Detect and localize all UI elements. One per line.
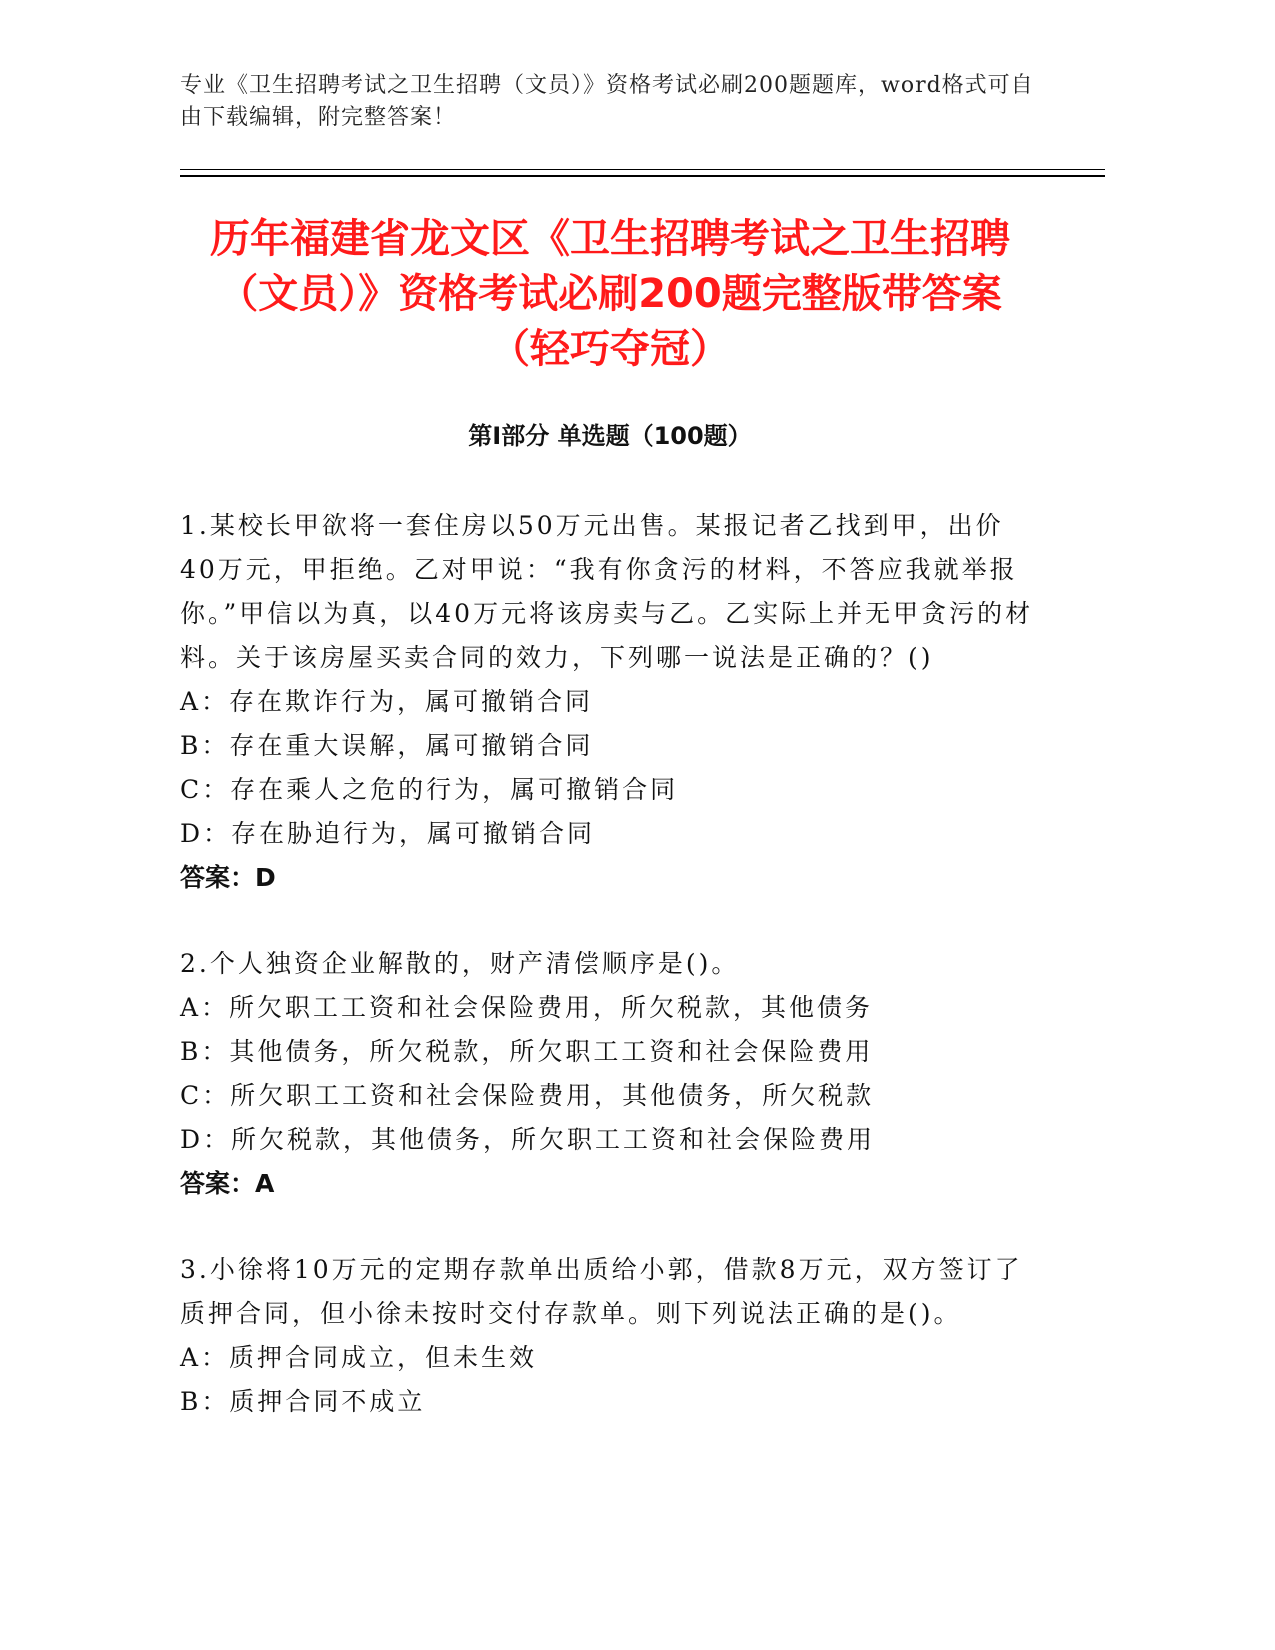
option-d: D：存在胁迫行为，属可撤销合同 [180,819,596,848]
answer-label: 答案：A [180,1169,275,1198]
option-a: A：质押合同成立，但未生效 [180,1343,538,1372]
question-list [180,504,1040,1466]
question-text: 2.个人独资企业解散的，财产清偿顺序是()。 [180,949,740,978]
question-1 [180,504,1040,900]
option-d: D：所欠税款，其他债务，所欠职工工资和社会保险费用 [180,1125,876,1154]
document-title: 历年福建省龙文区《卫生招聘考试之卫生招聘（文员）》资格考试必刷200题完整版带答案（轻巧夺冠） [210,216,1010,372]
question-2 [180,942,1040,1206]
header-note: 专业《卫生招聘考试之卫生招聘（文员）》资格考试必刷200题题库，word格式可自由下载编辑，附完整答案！ [180,73,1034,130]
question-text: 3.小徐将10万元的定期存款单出质给小郭，借款8万元，双方签订了质押合同，但小徐未按时交付存款单。则下列说法正确的是()。 [180,1255,1023,1328]
option-a: A：所欠职工工资和社会保险费用，所欠税款，其他债务 [180,993,874,1022]
option-c: C：存在乘人之危的行为，属可撤销合同 [180,775,679,804]
option-b: B：其他债务，所欠税款，所欠职工工资和社会保险费用 [180,1037,874,1066]
header-divider-thick [180,175,1105,177]
section-title: 第Ⅰ部分 单选题（100题） [468,422,752,450]
option-c: C：所欠职工工资和社会保险费用，其他债务，所欠税款 [180,1081,875,1110]
question-3 [180,1248,1040,1424]
question-text: 1.某校长甲欲将一套住房以50万元出售。某报记者乙找到甲，出价40万元，甲拒绝。乙对甲说：“我有你贪污的材料，不答应我就举报你。”甲信以为真，以40万元将该房卖与乙。乙实际上并无甲贪污的材料。关于该房屋买卖合同的效力，下列哪一说法是正确的？() [180,511,1034,672]
header-divider-thin [180,169,1105,170]
answer-label: 答案：D [180,863,276,892]
option-b: B：存在重大误解，属可撤销合同 [180,731,594,760]
option-b: B：质押合同不成立 [180,1387,426,1416]
option-a: A：存在欺诈行为，属可撤销合同 [180,687,594,716]
